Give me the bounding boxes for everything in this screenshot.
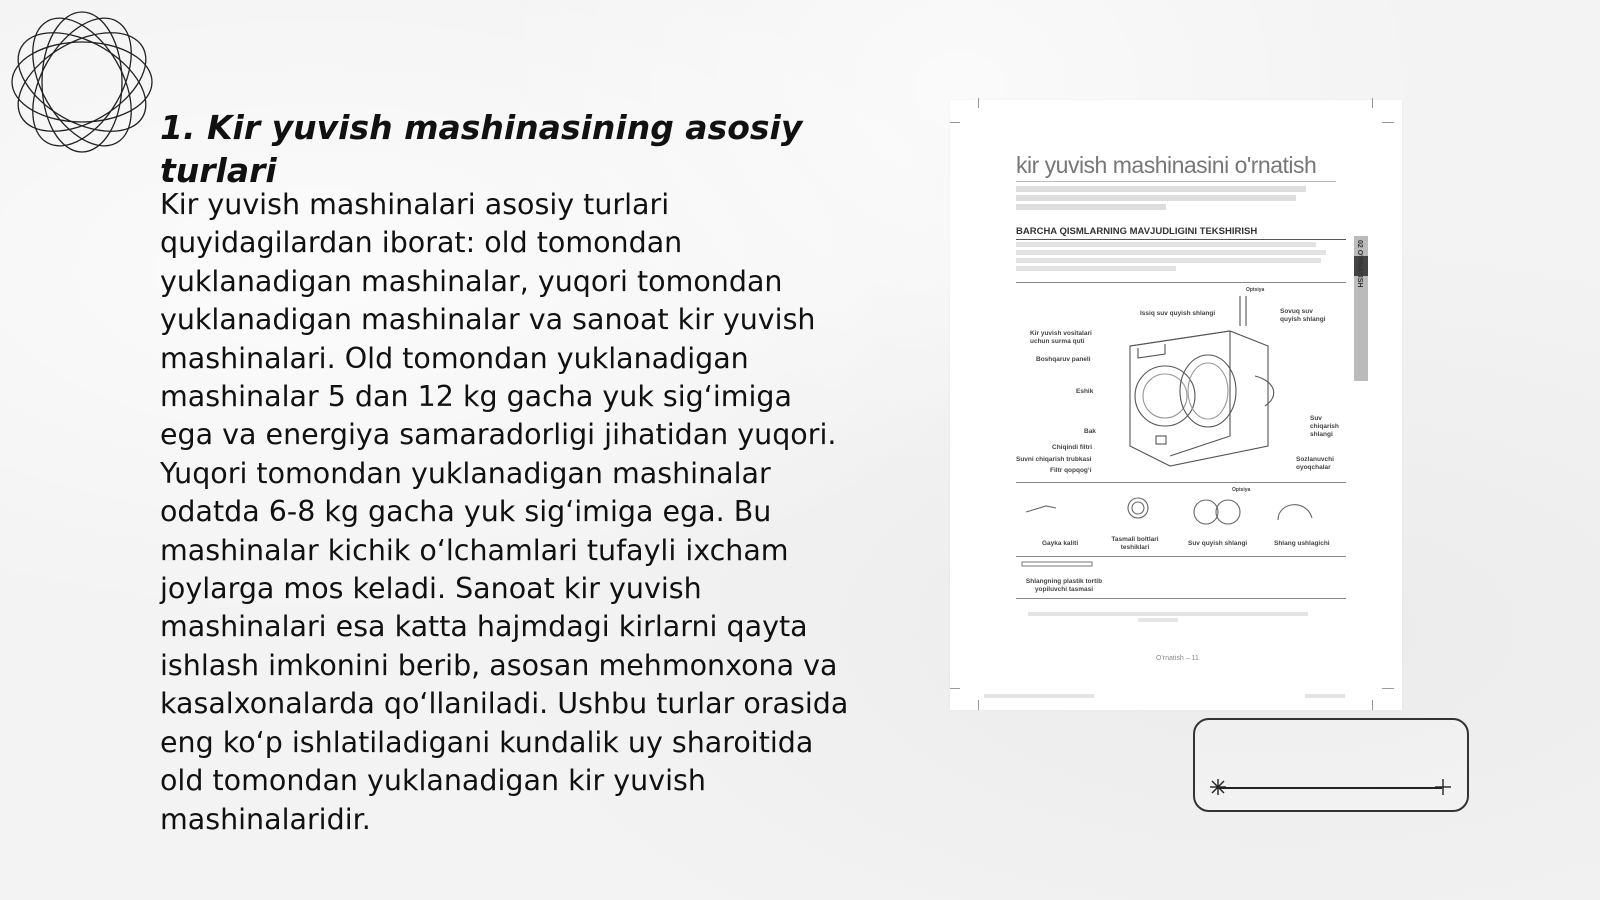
manual-label-boshqaruv: Boshqaruv paneli: [1036, 356, 1091, 363]
manual-label-filtr: Filtr qopqog‘i: [1050, 467, 1092, 474]
manual-divider: [1016, 598, 1346, 599]
manual-divider: [1016, 282, 1346, 283]
manual-section-text: [1016, 242, 1336, 271]
manual-label-suvni: Suvni chiqarish trubkasi: [1016, 456, 1092, 463]
manual-page-image: [950, 100, 1402, 710]
slide-body-text: Kir yuvish mashinalari asosiy turlari quyidagilardan iborat: old tomondan yuklanadigan mashinalar, yuqori tomondan yuklanadigan mashinalar va sanoat kir yuvish mashinalari. Old tomondan yuklanadigan mashinalar 5 dan 12 kg gacha yuk sig‘imiga ega va energiya samaradorligi jihatidan yuqori. Yuqori tomondan yuklanadigan mashinalar odatda 6-8 kg gacha yuk sig‘imiga ega. Bu mashinalar kichik o‘lchamlari tufayli ixcham joylarga mos keladi. Sanoat kir yuvish mashinalari esa katta hajmdagi kirlarni qayta ishlash imkonini berib, asosan mehmonxona va kasalxonalarda qo‘llaniladi. Ushbu turlar orasida eng ko‘p ishlatiladigani kundalik uy sharoitida old tomondan yuklanadigan kir yuvish mashinalaridir.: [160, 188, 849, 836]
accessories-illustration: [1016, 492, 1346, 532]
manual-label-sovuq: Sovuq suv quyish shlangi: [1280, 308, 1326, 323]
manual-label-sozlanuvchi: Sozlanuvchi oyoqchalar: [1296, 456, 1334, 471]
manual-label-eshik: Eshik: [1076, 388, 1094, 395]
manual-heading: kir yuvish mashinasini o'rnatish: [1016, 152, 1336, 182]
manual-divider: [1016, 556, 1346, 557]
manual-label-issiq: Issiq suv quyish shlangi: [1140, 310, 1216, 317]
manual-label-optsiya: Optsiya: [1232, 487, 1251, 493]
spirograph-ornament-icon: [8, 8, 156, 156]
manual-divider: [1016, 482, 1346, 483]
manual-label-kir-yuvish: Kir yuvish vositalari uchun surma quti: [1030, 330, 1092, 345]
manual-section-title: BARCHA QISMLARNING MAVJUDLIGINI TEKSHIRISH: [1016, 226, 1346, 240]
manual-label-gayka: Gayka kaliti: [1042, 540, 1079, 547]
slide-title: 1. Kir yuvish mashinasining asosiy turlari: [160, 108, 803, 190]
manual-print-date: [1305, 694, 1345, 698]
cable-tie-illustration: [1020, 560, 1110, 570]
manual-label-chiqindi: Chiqindi filtri: [1052, 444, 1093, 451]
manual-label-shlang-plastik: Shlangning plastik tortib yopiluvchi tasmasi: [1025, 578, 1103, 593]
crosshair-icon: [1434, 778, 1452, 796]
manual-label-shlang: Shlang ushlagichi: [1274, 540, 1330, 547]
decorative-slider-box: [1193, 718, 1469, 812]
slider-line: [1217, 787, 1442, 789]
manual-footer: O'rnatish – 11: [1156, 655, 1199, 662]
manual-label-suv-quyish: Suv quyish shlangi: [1188, 540, 1248, 547]
manual-print-info: [984, 694, 1094, 698]
manual-label-bak: Bak: [1084, 428, 1096, 435]
manual-side-tab: 02 O'RNATISH: [1354, 236, 1368, 381]
manual-label-optsiya-top: Optsiya: [1246, 287, 1265, 293]
sparkle-icon: [1209, 778, 1227, 796]
manual-label-tasma: Tasmali boltlari teshiklari: [1111, 536, 1159, 551]
manual-intro-text: [1016, 186, 1316, 210]
manual-note: [1028, 612, 1328, 622]
manual-label-suv-chiqarish: Suv chiqarish shlangi: [1310, 415, 1339, 438]
